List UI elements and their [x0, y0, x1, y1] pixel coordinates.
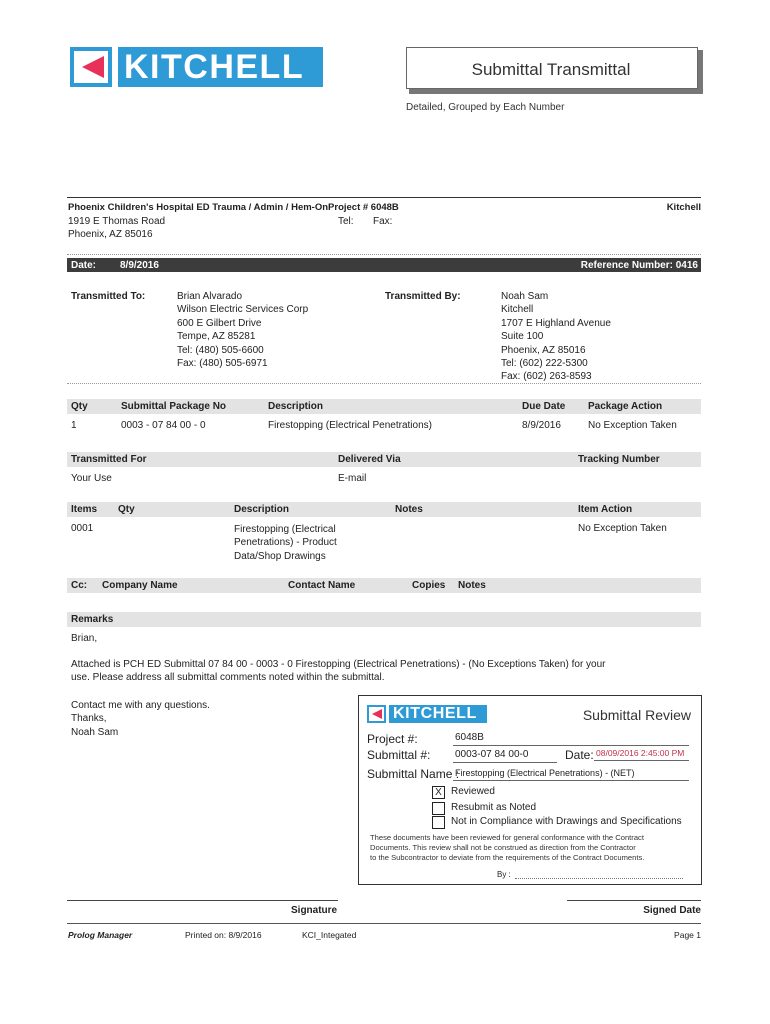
closing-line: Contact me with any questions.	[71, 700, 210, 711]
col-delivered-via: Delivered Via	[338, 454, 401, 465]
project-address1: 1919 E Thomas Road	[68, 216, 166, 227]
remarks-body-line: use. Please address all submittal comments noted within the submittal.	[71, 672, 385, 683]
transmitted-by-label: Transmitted By:	[385, 291, 461, 302]
stamp-date-value: 08/09/2016 2:45:00 PM	[596, 748, 685, 758]
footer-printed-on: Printed on: 8/9/2016	[185, 930, 262, 940]
stamp-project-value: 6048B	[455, 732, 484, 743]
stamp-logo-mark	[367, 705, 386, 723]
row-transmitted-for: Your Use	[71, 473, 112, 484]
col-qty: Qty	[71, 401, 88, 412]
col-contact-name: Contact Name	[288, 580, 356, 591]
signature-line	[67, 900, 338, 901]
stamp-project-underline	[453, 745, 689, 746]
row-qty: 1	[71, 420, 77, 431]
transmitted-by-block	[501, 290, 611, 384]
col-copies: Copies	[412, 580, 446, 591]
option-label: Not in Compliance with Drawings and Specifications	[451, 816, 682, 827]
transmitted-by-line: Phoenix, AZ 85016	[501, 344, 586, 356]
col-description: Description	[268, 401, 324, 412]
closing-line: Thanks,	[71, 713, 107, 725]
kitchell-logo-mark	[70, 47, 112, 87]
delivery-table-header	[67, 452, 701, 467]
disclaimer-line: to the Subcontractor to deviate from the requirements of the Contract Documents.	[370, 853, 645, 863]
transmitted-by-line: Kitchell	[501, 304, 534, 316]
stamp-submittal-underline	[453, 762, 557, 763]
option-label: Resubmit as Noted	[451, 802, 537, 813]
transmitted-to-line: Brian Alvarado	[177, 291, 243, 302]
remarks-closing	[71, 699, 210, 739]
closing-line: Noah Sam	[71, 726, 119, 738]
col-qty: Qty	[118, 504, 135, 515]
row-item-action: No Exception Taken	[578, 523, 667, 534]
logo-text: KITCHELL	[124, 48, 305, 86]
stamp-logo-text: KITCHELL	[393, 705, 477, 722]
stamp-title: Submittal Review	[582, 707, 691, 723]
datebar-rule	[67, 254, 701, 255]
page-title: Submittal Transmittal	[471, 60, 631, 79]
disclaimer-line: These documents have been reviewed for general conformance with the Contract	[370, 833, 644, 842]
footer-page-number: Page 1	[674, 930, 701, 940]
table-row	[67, 473, 701, 487]
signature-label: Signature	[291, 905, 338, 916]
col-notes: Notes	[458, 580, 486, 591]
remarks-header	[67, 612, 701, 627]
col-package: Submittal Package No	[121, 401, 227, 412]
col-description: Description	[234, 504, 290, 515]
stamp-disclaimer	[370, 833, 644, 864]
flag-icon	[70, 47, 112, 87]
description-line: Firestopping (Electrical	[234, 524, 336, 535]
signed-date-label: Signed Date	[643, 905, 701, 916]
project-address2: Phoenix, AZ 85016	[68, 229, 153, 240]
date-value: 8/9/2016	[120, 260, 159, 271]
col-items: Items	[71, 504, 98, 515]
remarks-greeting: Brian,	[71, 633, 98, 644]
row-package-action: No Exception Taken	[588, 420, 677, 431]
items-table-header	[67, 502, 701, 517]
col-item-action: Item Action	[578, 504, 633, 515]
address-bottom-rule	[67, 383, 701, 384]
transmitted-to-line: Tempe, AZ 85281	[177, 331, 256, 343]
transmitted-by-line: Suite 100	[501, 331, 544, 343]
stamp-by-label: By :	[497, 870, 511, 879]
project-name: Phoenix Children's Hospital ED Trauma / Admin / Hem-OnProject # 6048B	[68, 202, 399, 213]
project-company: Kitchell	[666, 202, 701, 213]
stamp-submittal-value: 0003-07 84 00-0	[455, 749, 529, 760]
col-due-date: Due Date	[522, 401, 566, 412]
stamp-logo-wordmark	[389, 705, 487, 723]
row-package: 0003 - 07 84 00 - 0	[121, 420, 206, 431]
review-stamp	[358, 695, 702, 885]
remarks-label: Remarks	[71, 614, 114, 625]
signed-date-line	[567, 900, 701, 901]
stamp-date-label: Date:	[565, 748, 594, 762]
remarks-body-line: Attached is PCH ED Submittal 07 84 00 - 0003 - 0 Firestopping (Electrical Penetrations) - (No Exceptions Taken) for your	[71, 659, 606, 670]
transmitted-to-line: Fax: (480) 505-6971	[177, 358, 268, 370]
transmitted-by-line: Tel: (602) 222-5300	[501, 358, 588, 370]
row-item: 0001	[71, 523, 94, 534]
flag-icon	[367, 705, 386, 723]
stamp-date-underline	[594, 760, 689, 761]
date-label: Date:	[71, 260, 97, 271]
footer-report-name: KCI_Integated	[302, 930, 357, 940]
stamp-by-line	[515, 878, 683, 879]
col-transmitted-for: Transmitted For	[71, 454, 147, 465]
stamp-submittal-label: Submittal #:	[367, 748, 431, 762]
date-bar	[67, 258, 701, 272]
description-line: Penetrations) - Product	[234, 537, 337, 549]
checkbox[interactable]	[432, 802, 445, 815]
row-delivered-via: E-mail	[338, 473, 367, 484]
transmitted-by-line: 1707 E Highland Avenue	[501, 317, 611, 329]
table-row	[67, 420, 701, 434]
transmitted-to-line: Wilson Electric Services Corp	[177, 304, 309, 316]
stamp-name-underline	[453, 780, 689, 781]
col-cc: Cc:	[71, 580, 88, 591]
stamp-name-label: Submittal Name :	[367, 767, 460, 781]
package-table-header	[67, 399, 701, 414]
stamp-name-value: Firestopping (Electrical Penetrations) - (NET)	[455, 768, 635, 778]
transmitted-to-block	[177, 290, 308, 370]
transmitted-by-line: Noah Sam	[501, 291, 549, 302]
option-label: Reviewed	[451, 786, 495, 797]
footer-rule	[67, 923, 701, 924]
page-subtitle: Detailed, Grouped by Each Number	[406, 102, 565, 113]
transmitted-to-line: Tel: (480) 505-6600	[177, 344, 264, 356]
project-fax-label: Fax:	[373, 216, 393, 227]
project-tel-label: Tel:	[338, 216, 354, 227]
cc-table-header	[67, 578, 701, 593]
checkbox[interactable]	[432, 816, 445, 829]
table-row	[67, 523, 701, 565]
project-top-rule	[67, 197, 701, 198]
col-package-action: Package Action	[588, 401, 663, 412]
reference-number: Reference Number: 0416	[580, 260, 698, 271]
transmitted-to-line: 600 E Gilbert Drive	[177, 317, 262, 329]
footer-app-name: Prolog Manager	[68, 930, 133, 940]
checkbox[interactable]: X	[432, 786, 445, 799]
stamp-project-label: Project #:	[367, 732, 418, 746]
transmitted-by-line: Fax: (602) 263-8593	[501, 371, 592, 383]
col-company-name: Company Name	[102, 580, 178, 591]
description-line: Data/Shop Drawings	[234, 550, 326, 562]
kitchell-logo-wordmark	[118, 47, 323, 87]
row-description: Firestopping (Electrical Penetrations)	[268, 420, 432, 431]
row-description	[234, 523, 337, 563]
col-notes: Notes	[395, 504, 423, 515]
col-tracking-number: Tracking Number	[578, 454, 660, 465]
row-due-date: 8/9/2016	[522, 420, 561, 431]
transmitted-to-label: Transmitted To:	[71, 291, 146, 302]
disclaimer-line: Documents. This review shall not be construed as direction from the Contractor	[370, 843, 636, 853]
